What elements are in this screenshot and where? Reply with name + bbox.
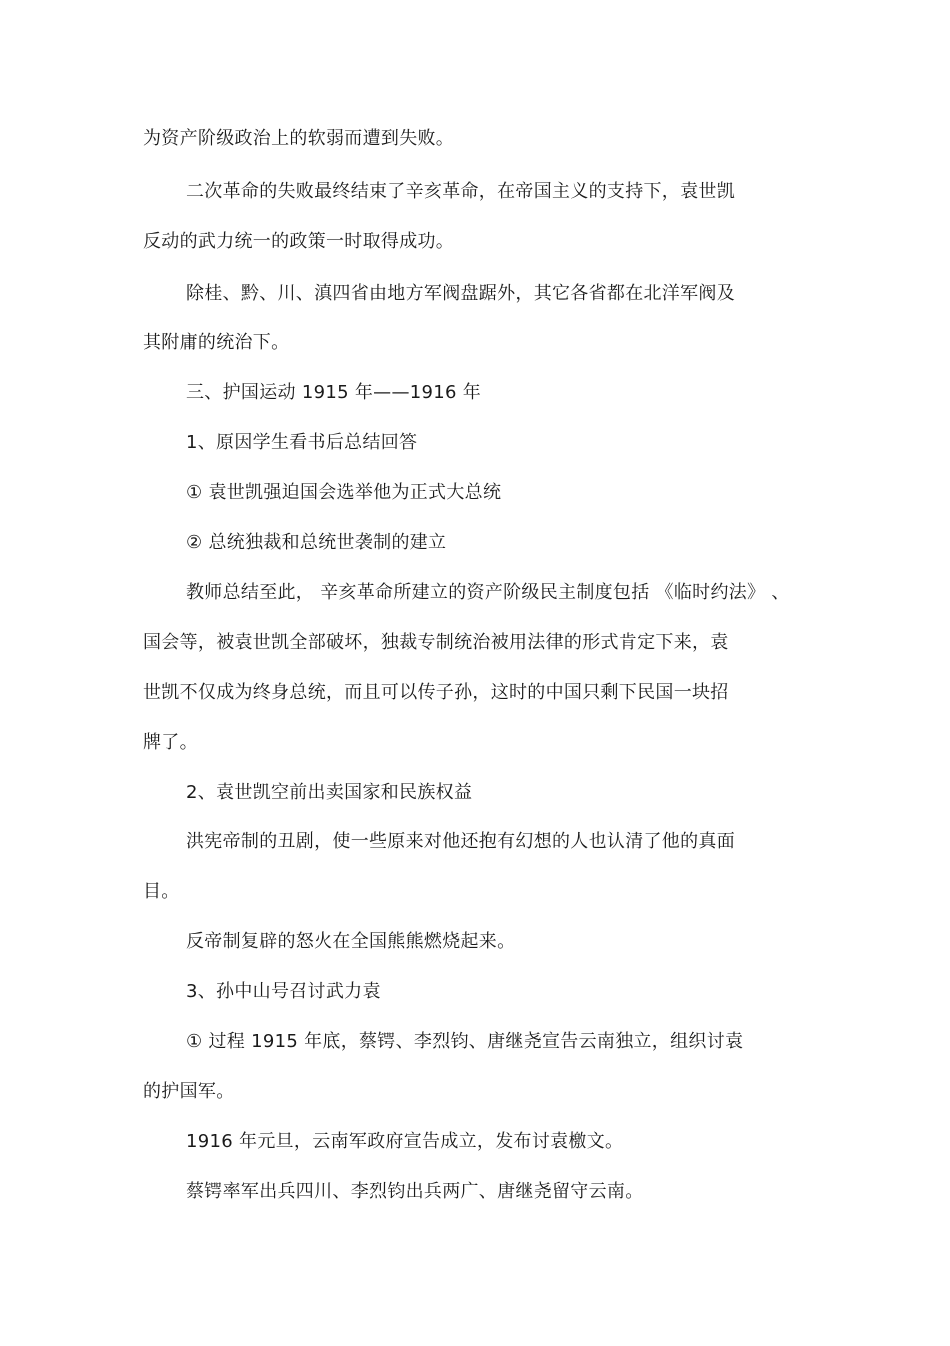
- text-line: 二次革命的失败最终结束了辛亥革命，在帝国主义的支持下，袁世凯: [186, 181, 735, 202]
- subsection-heading: 2、袁世凯空前出卖国家和民族权益: [186, 782, 473, 803]
- text-line: 牌了。: [143, 732, 198, 753]
- text-line: 反帝制复辟的怒火在全国熊熊燃烧起来。: [186, 931, 516, 952]
- text-line: 教师总结至此， 辛亥革命所建立的资产阶级民主制度包括 《临时约法》 、: [186, 582, 790, 603]
- list-item: ① 过程 1915 年底，蔡锷、李烈钧、唐继尧宣告云南独立，组织讨袁: [186, 1031, 744, 1052]
- text-line: 1916 年元旦，云南军政府宣告成立，发布讨袁檄文。: [186, 1131, 624, 1152]
- text-line: 国会等，被袁世凯全部破坏，独裁专制统治被用法律的形式肯定下来，袁: [143, 632, 729, 653]
- text-line: 其附庸的统治下。: [143, 332, 290, 353]
- text-line: 洪宪帝制的丑剧，使一些原来对他还抱有幻想的人也认清了他的真面: [186, 831, 735, 852]
- section-heading: 三、护国运动 1915 年——1916 年: [186, 382, 482, 403]
- text-line: 世凯不仅成为终身总统，而且可以传子孙，这时的中国只剩下民国一块招: [143, 682, 729, 703]
- list-item: ① 袁世凯强迫国会选举他为正式大总统: [186, 482, 502, 503]
- text-line: 除桂、黔、川、滇四省由地方军阀盘踞外，其它各省都在北洋军阀及: [186, 283, 735, 304]
- text-line: 蔡锷率军出兵四川、李烈钧出兵两广、唐继尧留守云南。: [186, 1181, 644, 1202]
- text-line: 的护国军。: [143, 1081, 235, 1102]
- text-line: 为资产阶级政治上的软弱而遭到失败。: [143, 128, 455, 149]
- subsection-heading: 3、孙中山号召讨武力袁: [186, 981, 381, 1002]
- text-line: 目。: [143, 881, 180, 902]
- list-item: ② 总统独裁和总统世袭制的建立: [186, 532, 447, 553]
- subsection-heading: 1、原因学生看书后总结回答: [186, 432, 418, 453]
- text-line: 反动的武力统一的政策一时取得成功。: [143, 231, 455, 252]
